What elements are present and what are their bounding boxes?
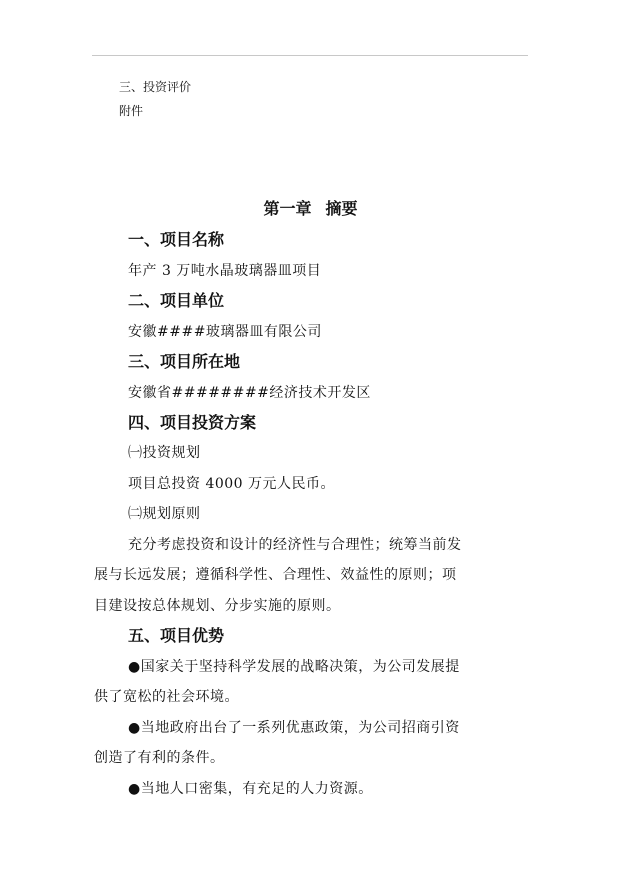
- subheading-investment-planning: ㈠投资规划: [128, 445, 201, 461]
- project-location-text: 安徽省########经济技术开发区: [128, 385, 371, 401]
- principles-line-3: 目建设按总体规划、分步实施的原则。: [94, 598, 341, 614]
- section-heading-advantages: 五、项目优势: [128, 626, 225, 645]
- section-heading-investment-plan: 四、项目投资方案: [128, 413, 257, 432]
- advantage-2-line-2: 创造了有利的条件。: [94, 750, 225, 766]
- principles-line-2: 展与长远发展；遵循科学性、合理性、效益性的原则；项: [94, 567, 457, 583]
- chapter-number: 第一章: [263, 199, 312, 218]
- chapter-name: 摘要: [325, 199, 358, 218]
- toc-item-investment-evaluation: 三、投资评价: [119, 80, 192, 94]
- section-heading-project-unit: 二、项目单位: [128, 291, 225, 310]
- page-header-rule: [92, 55, 528, 56]
- advantage-2-line-1: ●当地政府出台了一系列优惠政策，为公司招商引资: [128, 720, 460, 736]
- project-unit-text: 安徽####玻璃器皿有限公司: [128, 324, 322, 340]
- toc-item-attachments: 附件: [119, 104, 144, 118]
- subheading-planning-principles: ㈡规划原则: [128, 506, 201, 522]
- investment-total-text: 项目总投资 4000 万元人民币。: [128, 476, 336, 492]
- advantage-3: ●当地人口密集，有充足的人力资源。: [128, 781, 373, 797]
- principles-line-1: 充分考虑投资和设计的经济性与合理性；统筹当前发: [128, 537, 462, 553]
- section-heading-project-name: 一、项目名称: [128, 230, 225, 249]
- chapter-title: [0, 196, 621, 219]
- section-heading-project-location: 三、项目所在地: [128, 352, 241, 371]
- advantage-1-line-1: ●国家关于坚持科学发展的战略决策，为公司发展提: [128, 659, 460, 675]
- advantage-1-line-2: 供了宽松的社会环境。: [94, 689, 239, 705]
- project-name-text: 年产 3 万吨水晶玻璃器皿项目: [128, 263, 322, 279]
